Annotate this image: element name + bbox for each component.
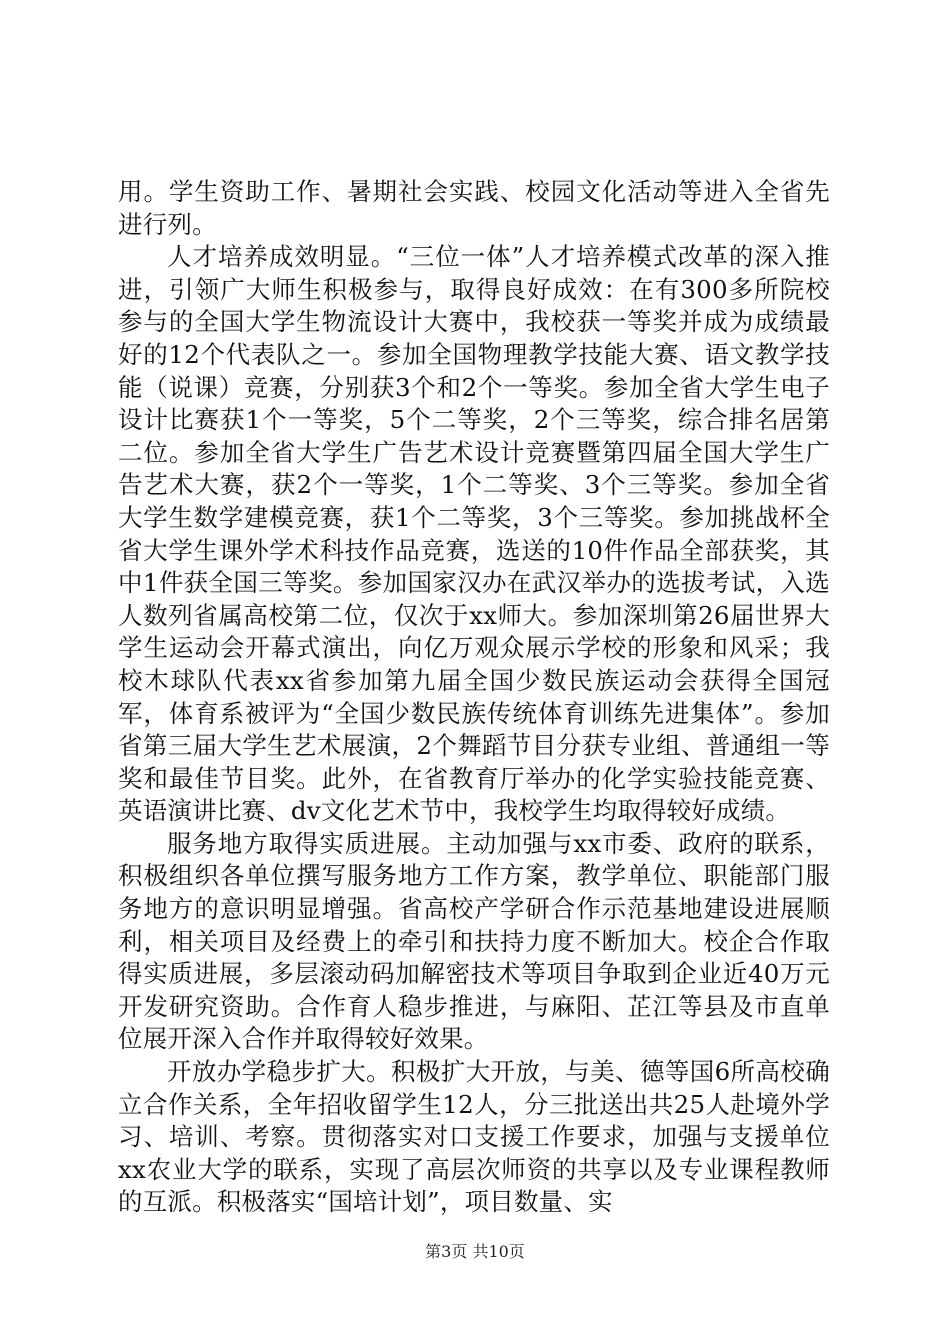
paragraph-continuation: 用。学生资助工作、暑期社会实践、校园文化活动等进入全省先进行列。 bbox=[118, 177, 830, 239]
document-body bbox=[118, 176, 830, 1219]
paragraph-talent-cultivation: 人才培养成效明显。“三位一体”人才培养模式改革的深入推进，引领广大师生积极参与，取得良好成效：在有300多所院校参与的全国大学生物流设计大赛中，我校获一等奖并成为成绩最好的12个代表队之一。参加全国物理教学技能大赛、语文教学技能（说课）竞赛，分别获3个和2个一等奖。参加全省大学生电子设计比赛获1个一等奖，5个二等奖，2个三等奖，综合排名居第二位。参加全省大学生广告艺术设计竞赛暨第四届全国大学生广告艺术大赛，获2个一等奖，1个二等奖、3个三等奖。参加全省大学生数学建模竞赛，获1个二等奖，3个三等奖。参加挑战杯全省大学生课外学术科技作品竞赛，选送的10件作品全部获奖，其中1件获全国三等奖。参加国家汉办在武汉举办的选拔考试，入选人数列省属高校第二位，仅次于xx师大。参加深圳第26届世界大学生运动会开幕式演出，向亿万观众展示学校的形象和风采；我校木球队代表xx省参加第九届全国少数民族运动会获得全国冠军，体育系被评为“全国少数民族传统体育训练先进集体”。参加省第三届大学生艺术展演，2个舞蹈节目分获专业组、普通组一等奖和最佳节目奖。此外，在省教育厅举办的化学实验技能竞赛、英语演讲比赛、dv文化艺术节中，我校学生均取得较好成绩。 bbox=[118, 242, 830, 826]
paragraph-open-education: 开放办学稳步扩大。积极扩大开放，与美、德等国6所高校确立合作关系，全年招收留学生12人，分三批送出共25人赴境外学习、培训、考察。贯彻落实对口支援工作要求，加强与支援单位xx农业大学的联系，实现了高层次师资的共享以及专业课程教师的互派。积极落实“国培计划”，项目数量、实 bbox=[118, 1057, 830, 1217]
paragraph-local-service: 服务地方取得实质进展。主动加强与xx市委、政府的联系，积极组织各单位撰写服务地方工作方案，教学单位、职能部门服务地方的意识明显增强。省高校产学研合作示范基地建设进展顺利，相关项目及经费上的牵引和扶持力度不断加大。校企合作取得实质进展，多层滚动码加解密技术等项目争取到企业近40万元开发研究资助。合作育人稳步推进，与麻阳、芷江等县及市直单位展开深入合作并取得较好效果。 bbox=[118, 828, 830, 1054]
page-number-footer: 第3页 共10页 bbox=[425, 1242, 525, 1261]
